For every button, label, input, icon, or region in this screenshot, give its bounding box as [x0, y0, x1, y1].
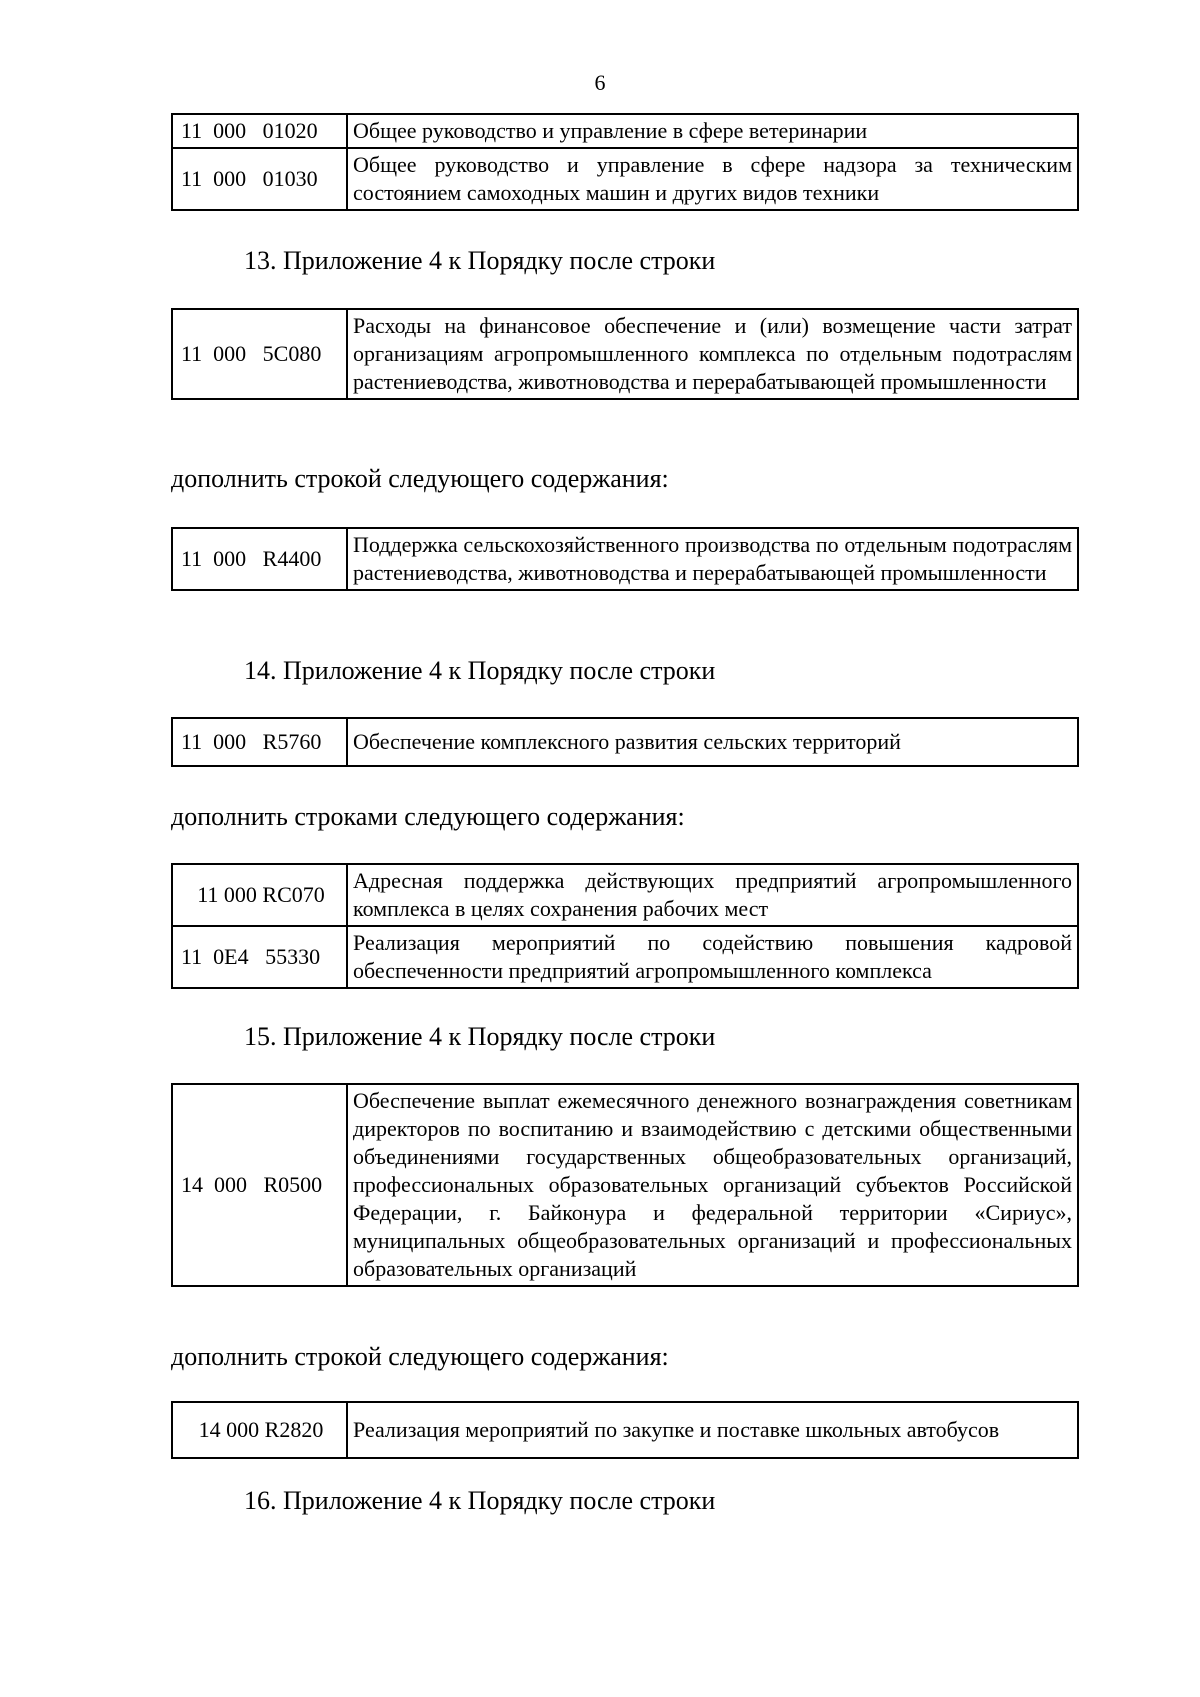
budget-code-cell: 11 000 5С080 — [172, 309, 347, 399]
supplement-instruction-3: дополнить строкой следующего содержания: — [171, 1342, 669, 1371]
budget-code-cell: 11 000 R4400 — [172, 528, 347, 590]
section-16-heading: 16. Приложение 4 к Порядку после строки — [244, 1486, 716, 1515]
budget-code-cell: 11 000 RС070 — [172, 864, 347, 926]
code-table-3 — [171, 527, 1079, 591]
table-row — [172, 528, 1078, 590]
section-14-heading: 14. Приложение 4 к Порядку после строки — [244, 656, 716, 685]
budget-code-cell: 11 000 01020 — [172, 114, 347, 148]
table-row — [172, 114, 1078, 148]
table-row — [172, 864, 1078, 926]
description-cell: Адресная поддержка действующих предприятий агропромышленного комплекса в целях сохранения рабочих мест — [347, 864, 1078, 926]
section-13-heading: 13. Приложение 4 к Порядку после строки — [244, 246, 716, 275]
budget-code-cell: 11 000 R5760 — [172, 718, 347, 766]
description-cell: Обеспечение выплат ежемесячного денежного вознаграждения советникам директоров по воспитанию и взаимодействию с детскими общественными объединениями государственных общеобразовательных организаций, профессиональных образовательных организаций субъектов Российской Федерации, г. Байконура и федеральной территории «Сириус», муниципальных общеобразовательных организаций и профессиональных образовательных организаций — [347, 1084, 1078, 1286]
description-cell: Реализация мероприятий по закупке и поставке школьных автобусов — [347, 1402, 1078, 1458]
description-cell: Обеспечение комплексного развития сельских территорий — [347, 718, 1078, 766]
code-table-4 — [171, 717, 1079, 767]
code-table-7 — [171, 1401, 1079, 1459]
code-table-1 — [171, 113, 1079, 211]
budget-code-cell: 11 000 01030 — [172, 148, 347, 210]
supplement-instruction-2: дополнить строками следующего содержания: — [171, 802, 685, 831]
table-row — [172, 148, 1078, 210]
description-cell: Общее руководство и управление в сфере ветеринарии — [347, 114, 1078, 148]
table-row — [172, 1402, 1078, 1458]
table-row — [172, 1084, 1078, 1286]
code-table-5 — [171, 863, 1079, 989]
budget-code-cell: 14 000 R2820 — [172, 1402, 347, 1458]
table-row — [172, 718, 1078, 766]
page-number: 6 — [594, 70, 606, 95]
table-row — [172, 926, 1078, 988]
supplement-instruction-1: дополнить строкой следующего содержания: — [171, 464, 669, 493]
section-15-heading: 15. Приложение 4 к Порядку после строки — [244, 1022, 716, 1051]
code-table-6 — [171, 1083, 1079, 1287]
description-cell: Реализация мероприятий по содействию повышения кадровой обеспеченности предприятий агропромышленного комплекса — [347, 926, 1078, 988]
description-cell: Поддержка сельскохозяйственного производства по отдельным подотраслям растениеводства, животноводства и перерабатывающей промышленности — [347, 528, 1078, 590]
description-cell: Общее руководство и управление в сфере надзора за техническим состоянием самоходных машин и других видов техники — [347, 148, 1078, 210]
budget-code-cell: 14 000 R0500 — [172, 1084, 347, 1286]
budget-code-cell: 11 0Е4 55330 — [172, 926, 347, 988]
code-table-2 — [171, 308, 1079, 400]
table-row — [172, 309, 1078, 399]
description-cell: Расходы на финансовое обеспечение и (или) возмещение части затрат организациям агропромышленного комплекса по отдельным подотраслям растениеводства, животноводства и перерабатывающей промышленности — [347, 309, 1078, 399]
